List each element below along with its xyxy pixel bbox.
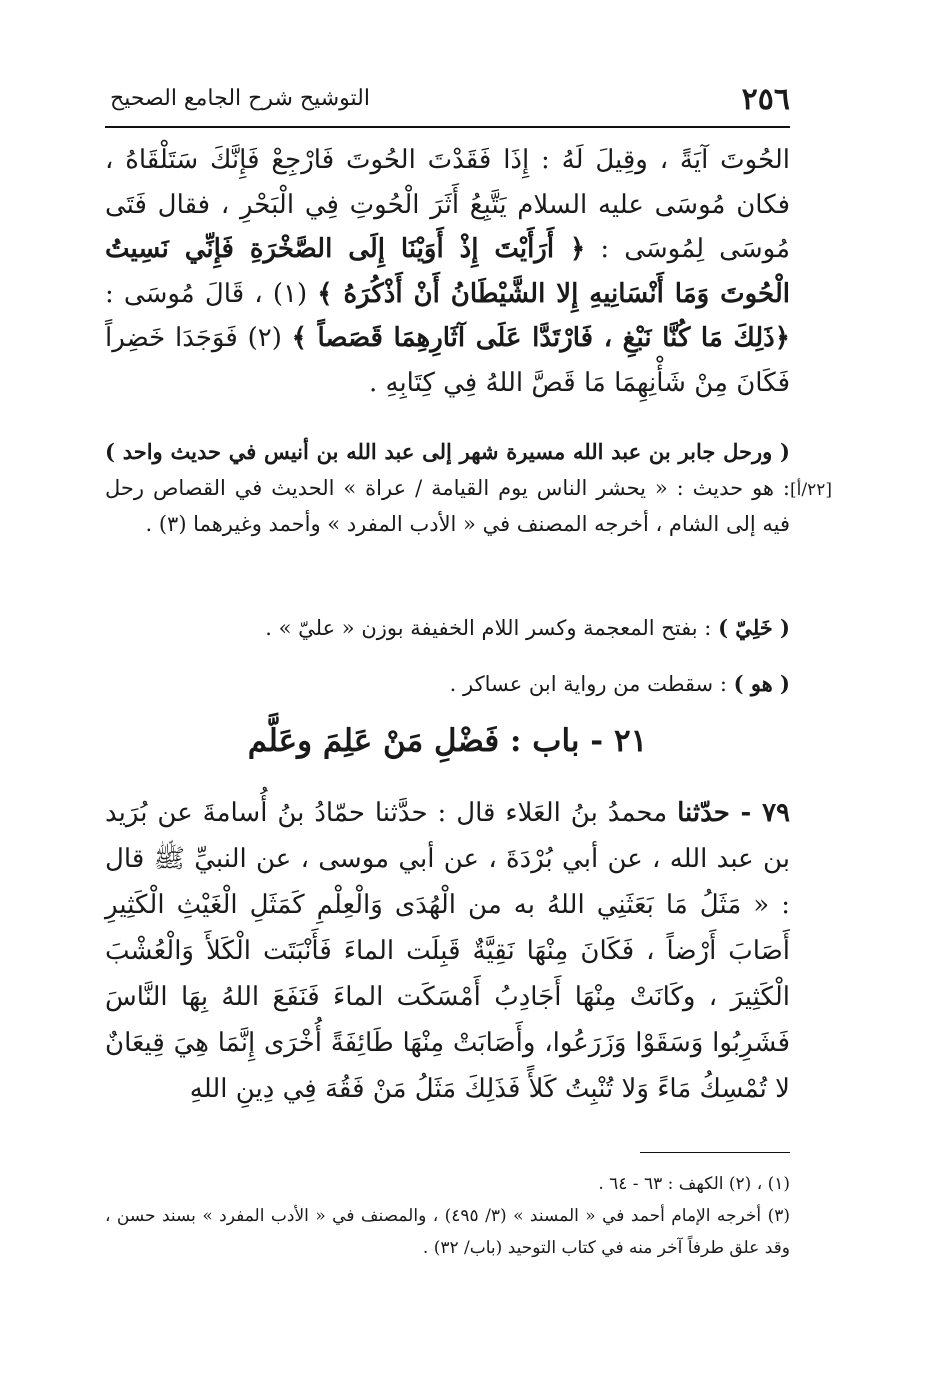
chapter-heading: ٢١ - باب : فَضْلِ مَنْ عَلِمَ وعَلَّم [247,723,648,759]
commentary-text: : هو حديث : « يحشر الناس يوم القيامة / عراة » الحديث في القصاص رحل فيه إلى الشام ، أخرجه المصنف في « الأدب المفرد » وأحمد وغيرهما (٣) . [105,476,790,536]
hadith-text: محمدُ بنُ العَلاء قال : حدَّثنا حمّادُ بنُ أُسامةَ عن بُرَيد بن عبد الله ، عن أبي بُرْدَةَ ، عن أبي موسى ، عن النبيِّ ﷺ قال : « مَثَلُ مَا بَعَثَنِي اللهُ به من الْهُدَى وَالْعِلْمِ كَمَثَلِ الْغَيْثِ الْكَثِيرِ أَصَابَ أَرْضاً ، فَكَانَ مِنْهَا نَقِيَّةٌ قَبِلَت الماءَ فَأَنْبَتَت الْكَلأَ وَالْعُشْبَ الْكَثِيرَ ، وكَانَتْ مِنْهَا أَجَادِبُ أَمْسَكَت الماءَ فَنَفَعَ اللهُ بِهَا النَّاسَ فَشَرِبُوا وَسَقَوْا وَزَرَعُوا، وأَصَابَتْ مِنْهَا طَائِفَةً أُخْرَى إِنَّمَا هِيَ قِيعَانٌ لا تُمْسِكُ مَاءً وَلا تُنْبِتُ كَلأً فَذَلِكَ مَثَلُ مَنْ فَقُهَ فِي دِينِ اللهِ [105,798,790,1104]
commentary-text: : بفتح المعجمة وكسر اللام الخفيفة بوزن « عليّ » . [265,616,719,640]
page-header [110,82,790,122]
margin-folio-note: [٢٢/أ] [790,480,832,500]
paragraph-text: الحُوتَ آيَةً ، وقِيلَ لَهُ : إِذَا فَقَدْتَ الحُوتَ فَارْجِعْ فَإِنَّكَ سَتَلْقَاهُ ، فكان مُوسَى عليه السلام يَتَّبِعُ أَثَرَ الْحُوتِ فِي الْبَحْرِ ، فقال فَتَى مُوسَى لِمُوسَى : [105,145,790,264]
hadith-number: ٧٩ - حدّثنا [677,798,790,828]
footnotes [105,1168,790,1264]
commentary-huwa [105,666,790,702]
commentary-lemma: ( خَلِيّ ) [718,615,790,640]
commentary-lemma: ( هو ) [733,671,790,696]
paragraph-text: (٢) فَوَجَدَا خَضِراً فَكَانَ مِنْ شَأْنِهِمَا مَا قَصَّ اللهُ فِي كِتَابِهِ . [105,323,790,398]
commentary-khali [105,610,790,646]
footnote-rule [640,1152,790,1153]
quran-verse: ﴿ أَرَأَيْتَ إِذْ أَوَيْنَا إِلَى الصَّخْرَةِ فَإِنِّي نَسِيتُ الْحُوتَ وَمَا أَنْسَانِيهِ إِلا الشَّيْطَانُ أَنْ أَذْكُرَهُ ﴾ [105,234,790,309]
page-number: ٢٥٦ [741,82,790,117]
footnote: (١) ، (٢) الكهف : ٦٣ - ٦٤ . [598,1174,790,1194]
paragraph-text: (١) ، قَالَ مُوسَى : [105,278,318,309]
commentary-lemma: ( ورحل جابر بن عبد الله مسيرة شهر إلى عبد الله بن أنيس في حديث واحد ) [105,439,790,464]
running-title: التوشيح شرح الجامع الصحيح [110,86,370,111]
commentary-text: : سقطت من رواية ابن عساكر . [449,672,734,696]
paragraph-story [105,138,790,405]
quran-verse: ﴿ذَلِكَ مَا كُنَّا نَبْغِ ، فَارْتَدَّا عَلَى آثَارِهِمَا قَصَصاً ﴾ [291,323,790,353]
commentary-jabir [105,434,790,542]
hadith-paragraph [105,790,790,1112]
header-rule [105,126,790,128]
footnote: (٣) أخرجه الإمام أحمد في « المسند » (٣/ ٤٩٥) ، والمصنف في « الأدب المفرد » بسند حسن ، وقد علق طرفاً آخر منه في كتاب التوحيد (باب/ ٣٢) . [105,1206,790,1258]
